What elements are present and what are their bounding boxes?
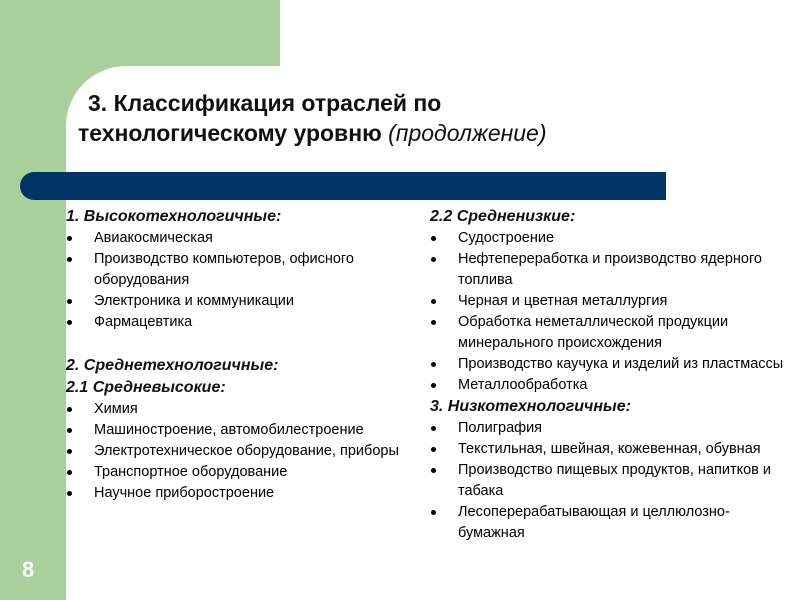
list-item: Лесоперерабатывающая и целлюлозно-бумажная	[430, 502, 792, 544]
list-item: Химия	[66, 399, 421, 420]
bullet-icon	[431, 257, 436, 262]
heading-medium-low: 2.2 Средненизкие:	[430, 208, 576, 225]
heading-medium-high: 2.1 Средневысокие:	[66, 379, 226, 396]
list-item: Производство пищевых продуктов, напитков и табака	[430, 460, 792, 502]
list-item: Нефтепереработка и производство ядерного топлива	[430, 249, 792, 291]
bullet-icon	[67, 407, 72, 412]
bullet-icon	[67, 236, 72, 241]
page-number: 8	[22, 557, 35, 582]
bullet-icon	[67, 449, 72, 454]
list-item: Фармацевтика	[66, 312, 421, 333]
list-medium-high	[66, 399, 421, 504]
bullet-icon	[431, 510, 436, 515]
heading-low-tech: 3. Низкотехнологичные:	[430, 398, 631, 415]
bullet-icon	[67, 299, 72, 304]
bullet-icon	[431, 320, 436, 325]
title-line-1: 3. Классификация отраслей по	[88, 90, 442, 116]
top-green-band	[0, 0, 280, 66]
bullet-icon	[67, 257, 72, 262]
list-item: Полиграфия	[430, 418, 792, 439]
title-line-2-italic: (продолжение)	[388, 120, 547, 146]
right-column	[430, 206, 792, 544]
bullet-icon	[431, 426, 436, 431]
list-item: Научное приборостроение	[66, 483, 421, 504]
bullet-icon	[67, 470, 72, 475]
list-item: Авиакосмическая	[66, 228, 421, 249]
title-line-2-bold: технологическому уровню	[78, 120, 389, 146]
list-item: Обработка неметаллической продукции минерального происхождения	[430, 312, 792, 354]
list-high-tech	[66, 228, 421, 333]
bullet-icon	[431, 468, 436, 473]
title-line-2	[78, 118, 718, 148]
list-low-tech	[430, 418, 792, 544]
bullet-icon	[67, 320, 72, 325]
heading-medium-tech: 2. Среднетехнологичные:	[66, 357, 279, 374]
bullet-icon	[431, 299, 436, 304]
bullet-icon	[431, 236, 436, 241]
list-item: Текстильная, швейная, кожевенная, обувная	[430, 439, 792, 460]
list-item: Производство каучука и изделий из пластмассы	[430, 354, 792, 375]
bullet-icon	[431, 362, 436, 367]
left-column	[66, 206, 421, 504]
list-medium-low	[430, 228, 792, 396]
list-item: Судостроение	[430, 228, 792, 249]
list-item: Металлообработка	[430, 375, 792, 396]
bullet-icon	[431, 447, 436, 452]
list-item: Транспортное оборудование	[66, 462, 421, 483]
heading-high-tech: 1. Высокотехнологичные:	[66, 208, 282, 225]
bullet-icon	[67, 491, 72, 496]
list-item: Черная и цветная металлургия	[430, 291, 792, 312]
spacer	[66, 333, 421, 355]
bullet-icon	[431, 383, 436, 388]
list-item: Электротехническое оборудование, приборы	[66, 441, 421, 462]
list-item: Производство компьютеров, офисного оборудования	[66, 249, 421, 291]
title-divider-bar	[20, 172, 666, 200]
left-green-band	[0, 0, 66, 600]
bullet-icon	[67, 428, 72, 433]
list-item: Электроника и коммуникации	[66, 291, 421, 312]
list-item: Машиностроение, автомобилестроение	[66, 420, 421, 441]
slide-title	[78, 88, 718, 148]
